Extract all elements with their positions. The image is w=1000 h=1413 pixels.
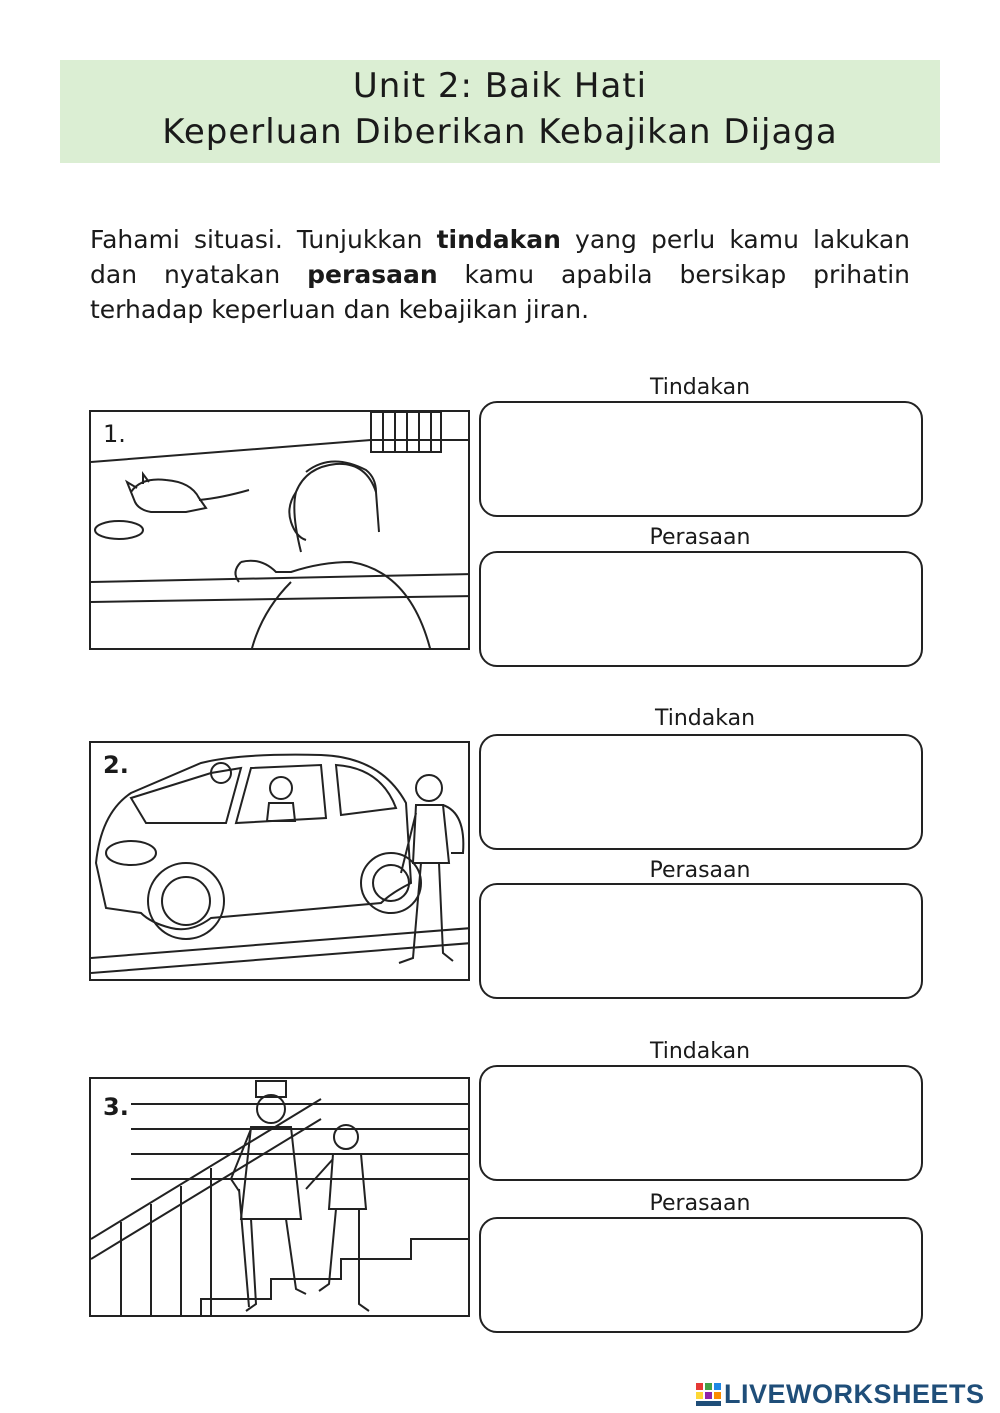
page-subtitle: Keperluan Diberikan Kebajikan Dijaga (162, 112, 838, 152)
instructions-bold-perasaan: perasaan (307, 260, 438, 289)
situation-number: 2. (103, 751, 129, 779)
action-answer-box-1[interactable] (479, 401, 923, 517)
page-title: Unit 2: Baik Hati (352, 66, 648, 106)
car-and-boy-illustration (91, 743, 470, 981)
feeling-answer-box-1[interactable] (479, 551, 923, 667)
boy-watching-cat-illustration (91, 412, 470, 650)
action-label: Tindakan (649, 1039, 751, 1064)
feeling-label: Perasaan (649, 858, 751, 883)
title-banner (60, 60, 940, 163)
feeling-answer-box-3[interactable] (479, 1217, 923, 1333)
action-answer-box-2[interactable] (479, 734, 923, 850)
action-label: Tindakan (649, 375, 751, 400)
instructions (90, 222, 910, 327)
situation-1-picture (89, 410, 470, 650)
liveworksheets-brand[interactable] (696, 1379, 992, 1409)
instructions-bold-tindakan: tindakan (436, 225, 561, 254)
instructions-text-3: kamu apabila bersikap prihatin terhadap keperluan dan kebajikan jiran. (90, 260, 910, 324)
action-answer-box-3[interactable] (479, 1065, 923, 1181)
boy-helping-elder-on-stairs-illustration (91, 1079, 470, 1317)
situation-number: 1. (103, 420, 126, 448)
feeling-label: Perasaan (649, 1191, 751, 1216)
feeling-label: Perasaan (649, 525, 751, 550)
liveworksheets-logo-icon (696, 1383, 722, 1407)
situation-2-picture (89, 741, 470, 981)
situation-number: 3. (103, 1093, 129, 1121)
instructions-text-2: yang perlu kamu lakukan dan nyatakan (90, 225, 911, 289)
situation-3-picture (89, 1077, 470, 1317)
brand-name: LIVEWORKSHEETS (724, 1379, 985, 1409)
instructions-text-1: Fahami situasi. Tunjukkan (90, 225, 437, 254)
action-label: Tindakan (654, 706, 756, 731)
feeling-answer-box-2[interactable] (479, 883, 923, 999)
